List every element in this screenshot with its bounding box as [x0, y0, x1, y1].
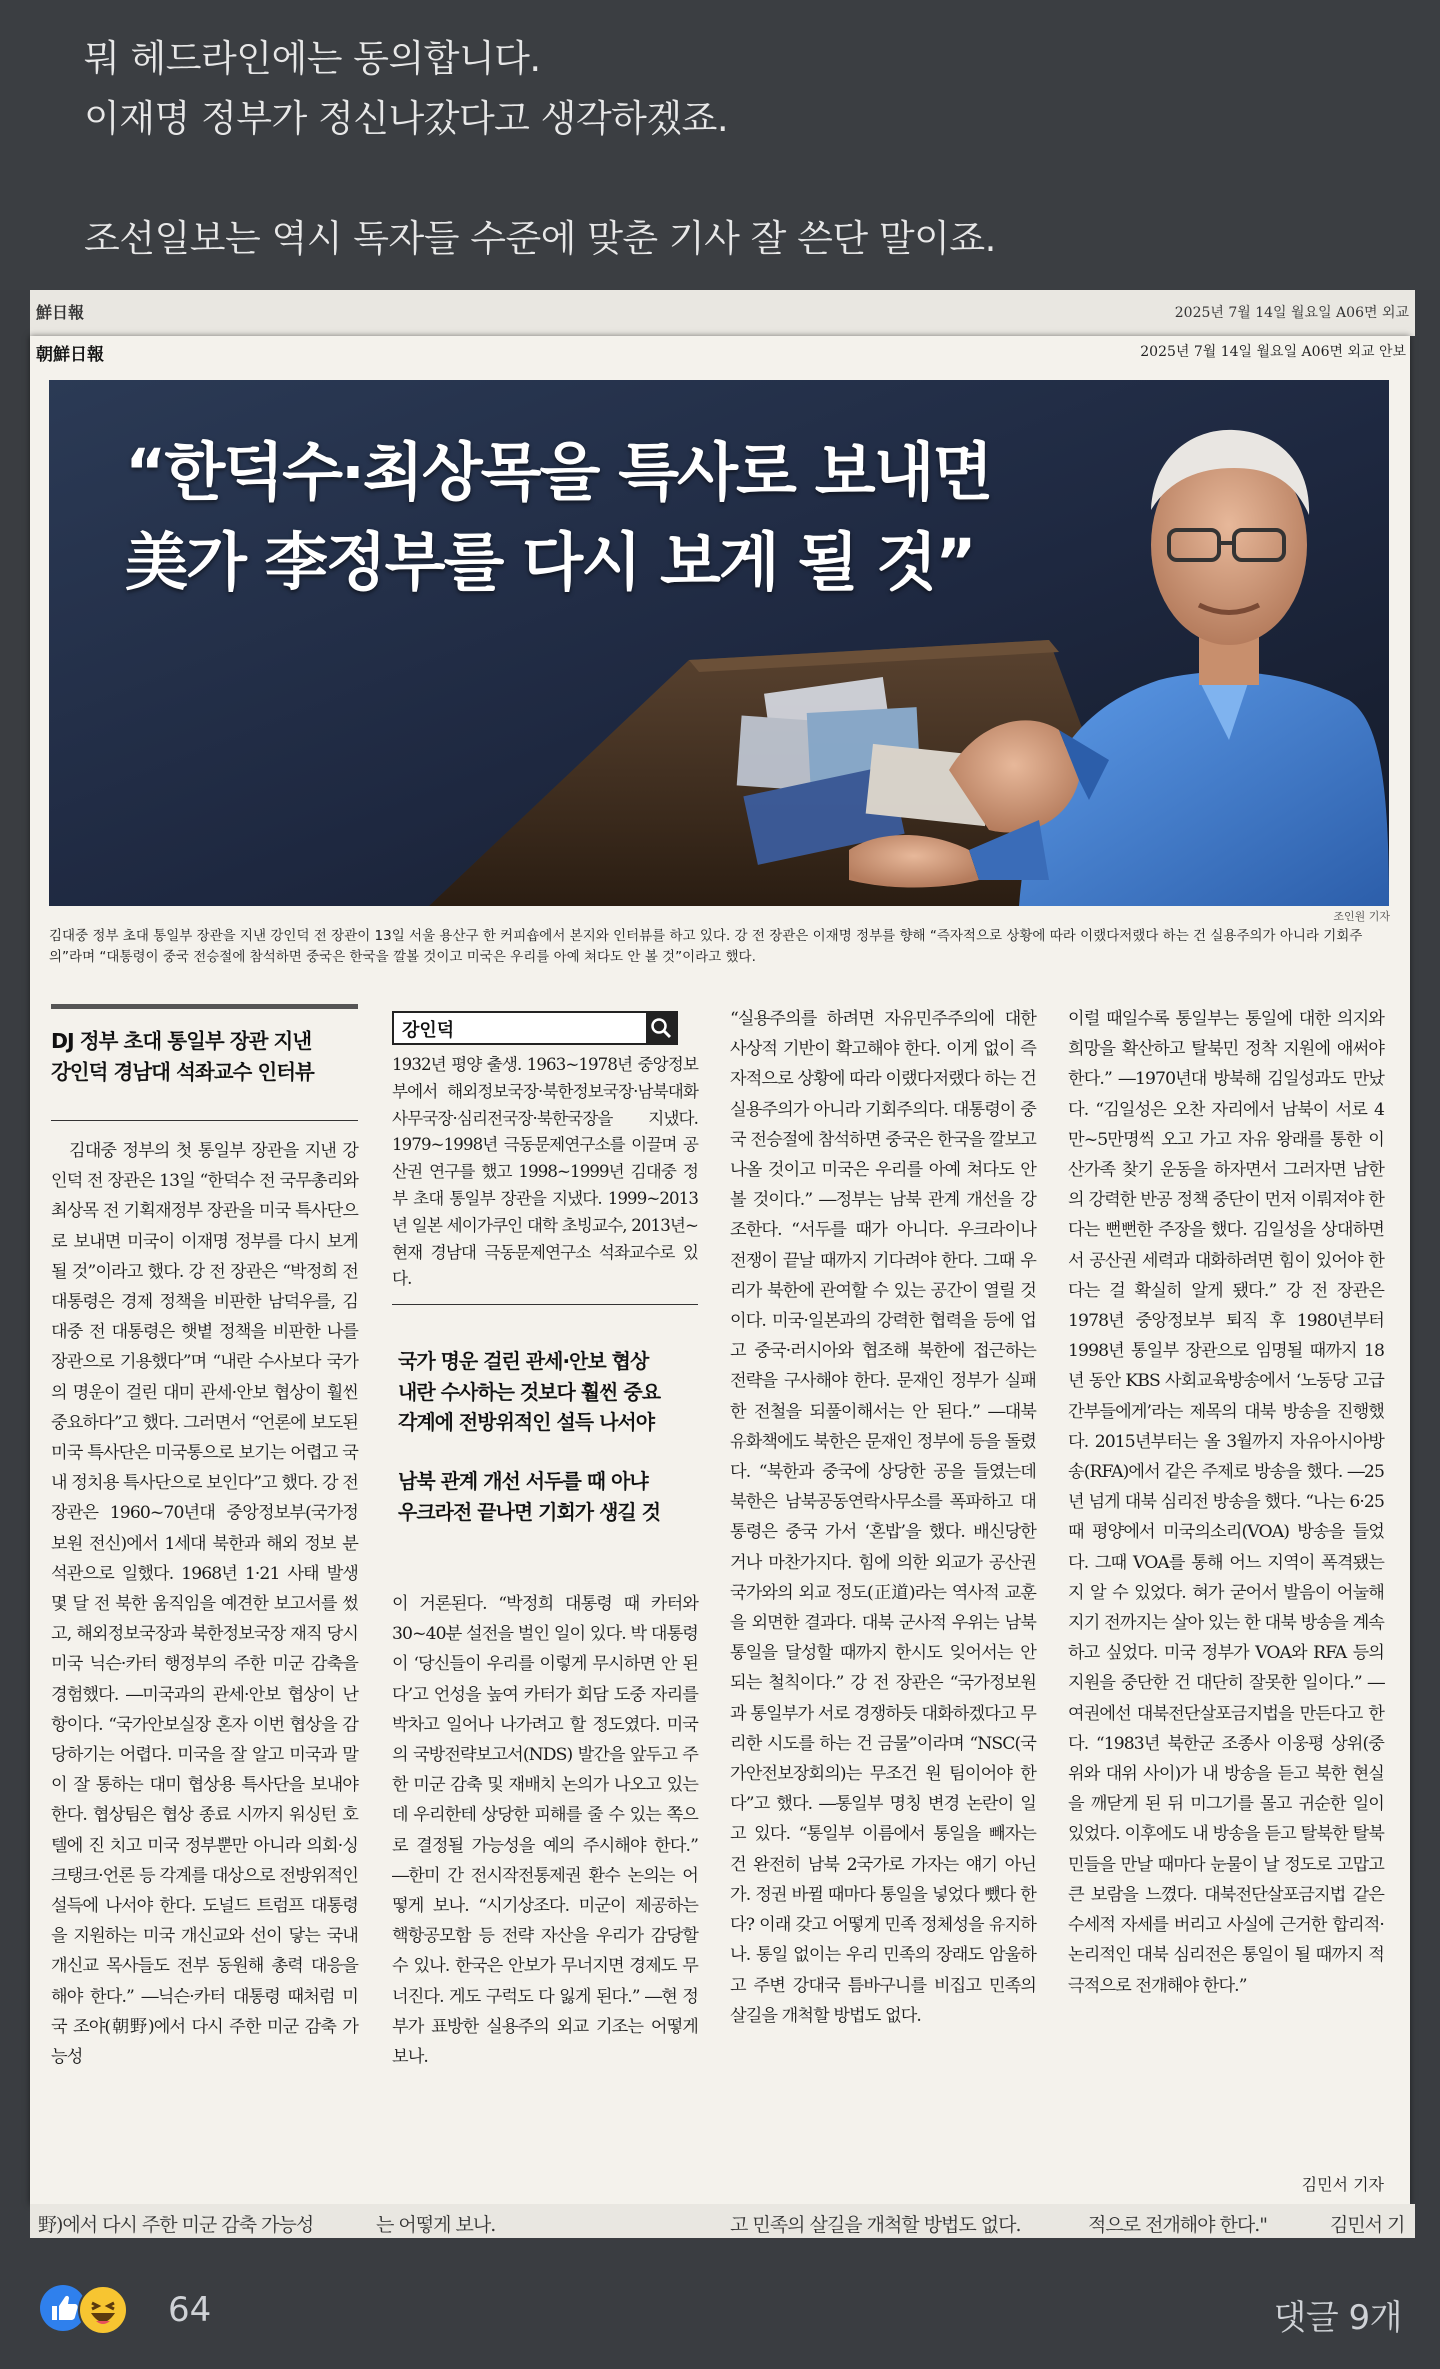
article-column-2: 이 거론된다. “박정희 대통령 때 카터와 30~40분 설전을 벌인 일이 있다. 박 대통령이 ‘당신들이 우리를 이렇게 무시하면 안 된다’고 언성을 높여 카터가 회담 도중 자리를 박차고 일어나 나가려고 할 정도였다. 미국의 국방전략보고서(NDS) 발간을 앞두고 주한 미군 감축 및 재배치 논의가 나오고 있는데 우리한테 상당한 피해를 줄 수 있는 쪽으로 결정될 가능성을 예의 주시해야 한다.” ―한미 간 전시작전통제권 환수 논의는 어떻게 보나. “시기상조다. 미군이 제공하는 핵항공모함 등 전략 자산을 우리가 감당할 수 있나. 한국은 안보가 무너지면 경제도 무너진다. 게도 구럭도 다 잃게 된다.” ―현 정부가 표방한 실용주의 외교 기조는 어떻게 보나. — [392, 1594, 698, 2068]
bg-bottom-col4: 적으로 전개해야 한다." — [1088, 2214, 1268, 2236]
pull-quote-2 — [398, 1466, 660, 1527]
pull-quote-1-line-2: 내란 수사하는 것보다 훨씬 중요 — [398, 1379, 661, 1404]
like-count[interactable]: 64 — [168, 2290, 212, 2330]
caption-line-3: 조선일보는 역시 독자들 수준에 맞춘 기사 잘 쓴단 말이죠. — [84, 217, 996, 260]
comment-count[interactable]: 댓글 9개 — [1273, 2298, 1402, 2338]
caption-line-1: 뭐 헤드라인에는 동의합니다. — [84, 37, 541, 80]
deck-bottom-rule — [51, 1120, 358, 1121]
pull-quote-1-line-3: 각계에 전방위적인 설득 나서야 — [398, 1410, 655, 1434]
article-deck — [51, 1026, 358, 1088]
newspaper-logo: 朝鮮日報 — [36, 345, 104, 365]
background-page-strip — [30, 290, 1415, 336]
deck-line-2: 강인덕 경남대 석좌교수 인터뷰 — [51, 1060, 314, 1084]
background-page-bottom-strip — [30, 2204, 1415, 2238]
hero-photo — [49, 380, 1389, 906]
bg-bottom-col1: 野)에서 다시 주한 미군 감축 가능성 — [38, 2214, 314, 2236]
bg-bottom-col4b: 김민서 기 — [1330, 2214, 1405, 2236]
profile-search-box[interactable] — [392, 1011, 678, 1045]
pull-quote-1 — [398, 1346, 660, 1438]
newspaper-clipping[interactable] — [30, 336, 1410, 2204]
headline-line-2: 美가 李정부를 다시 보게 될 것” — [125, 526, 975, 599]
caption-line-2: 이재명 정부가 정신나갔다고 생각하겠죠. — [84, 97, 729, 140]
byline: 김민서 기자 — [1301, 2175, 1384, 2194]
profile-name: 강인덕 — [402, 1020, 455, 1041]
bg-bottom-col3: 고 민족의 살길을 개척할 방법도 없다. — [730, 2214, 1021, 2236]
bg-bottom-col2: 는 어떻게 보나. — [376, 2214, 496, 2236]
post-caption — [0, 0, 1440, 290]
pull-quote-1-line-1: 국가 명운 걸린 관세·안보 협상 — [398, 1349, 649, 1373]
photo-caption: 김대중 정부 초대 통일부 장관을 지낸 강인덕 전 장관이 13일 서울 용산구 한 커피숍에서 본지와 인터뷰를 하고 있다. 강 전 장관은 이재명 정부를 향해 “즉자적으로 상황에 따라 이랬다저랬다 하는 건 실용주의가 아니라 기회주의”라며 “대통령이 중국 전승절에 참석하면 중국은 한국을 깔볼 것이고 미국은 우리를 아예 쳐다도 안 볼 것”이라고 했다. — [49, 928, 1363, 965]
headline — [125, 428, 991, 608]
deck-line-1: DJ 정부 초대 통일부 장관 지낸 — [51, 1029, 312, 1053]
article-column-1: 김대중 정부의 첫 통일부 장관을 지낸 강인덕 전 장관은 13일 “한덕수 전 국무총리와 최상목 전 기획재정부 장관을 미국 특사단으로 보내면 미국이 이재명 정부를 다시 보게 될 것”이라고 했다. 강 전 장관은 “박정희 전 대통령은 경제 정책을 비판한 남덕우를, 김대중 전 대통령은 햇볕 정책을 비판한 나를 장관으로 기용했다”며 “내란 수사보다 국가의 명운이 걸린 대미 관세·안보 협상이 훨씬 중요하다”고 했다. 그러면서 “언론에 보도된 미국 특사단은 미국통으로 보기는 어렵고 국내 정치용 특사단으로 보인다”고 했다. 강 전 장관은 1960~70년대 중앙정보부(국가정보원 전신)에서 1세대 북한과 해외 정보 분석관으로 일했다. 1968년 1·21 사태 발생 몇 달 전 북한 움직임을 예견한 보고서를 썼고, 해외정보국장과 북한정보국장 재직 당시 미국 닉슨·카터 행정부의 주한 미군 감축을 경험했다. ―미국과의 관세·안보 협상이 난항이다. “국가안보실장 혼자 이번 협상을 감당하기는 어렵다. 미국을 잘 알고 미국과 말이 잘 통하는 대미 협상용 특사단을 보내야 한다. 협상팀은 협상 종료 시까지 워싱턴 호텔에 진 치고 미국 정부뿐만 아니라 의회·싱크탱크·언론 등 각계를 대상으로 전방위적인 설득에 나서야 한다. 도널드 트럼프 대통령을 지원하는 미국 개신교와 선이 닿는 국내 개신교 목사들도 전부 동원해 총력 대응을 해야 한다.” ―닉슨·카터 대통령 때처럼 미국 조야(朝野)에서 다시 주한 미군 감축 가능성 — [51, 1141, 358, 2068]
pull-quote-2-line-2: 우크라전 끝나면 기회가 생길 것 — [398, 1499, 661, 1524]
haha-icon[interactable] — [78, 2285, 128, 2335]
article-column-4: 이럴 때일수록 통일부는 통일에 대한 의지와 희망을 확산하고 탈북민 정착 지원에 애써야 한다.” ―1970년대 방북해 김일성과도 만났다. “김일성은 오찬 자리에서 남북이 서로 4만~5만명씩 오고 가고 자유 왕래를 통한 이산가족 찾기 운동을 하자면서 그러자면 남한의 강력한 반공 정책 중단이 먼저 이뤄져야 한다는 뻔뻔한 주장을 했다. 김일성을 상대하면서 공산권 세력과 대화하려면 힘이 있어야 한다는 걸 확실히 알게 됐다.” 강 전 장관은 1978년 중앙정보부 퇴직 후 1980년부터 1998년 통일부 장관으로 임명될 때까지 18년 동안 KBS 사회교육방송에서 ‘노동당 고급 간부들에게’라는 제목의 대북 방송을 진행했다. 2015년부터는 올 3월까지 자유아시아방송(RFA)에서 같은 주제로 방송을 했다. ―25년 넘게 대북 심리전 방송을 했다. “나는 6·25 때 평양에서 미국의소리(VOA) 방송을 들었다. 그때 VOA를 통해 어느 지역이 폭격됐는지 알 수 있었다. 혀가 굳어서 발음이 어눌해지기 전까지는 살아 있는 한 대북 방송을 계속하고 싶었다. 미국 정부가 VOA와 RFA 등의 지원을 중단한 건 대단히 잘못한 일이다.” ―여권에선 대북전단살포금지법을 만든다고 한다. “1983년 북한군 조종사 이웅평 상위(중위와 대위 사이)가 내 방송을 듣고 북한 현실을 깨닫게 된 뒤 미그기를 몰고 귀순한 일이 있었다. 이후에도 내 방송을 듣고 탈북한 탈북민들을 만날 때마다 눈물이 날 정도로 고맙고 큰 보람을 느꼈다. 대북전단살포금지법 같은 수세적 자세를 버리고 사실에 근거한 합리적·논리적인 대북 심리전은 통일이 될 때까지 적극적으로 전개해야 한다.” — [1068, 1009, 1384, 1996]
profile-text: 1932년 평양 출생. 1963~1978년 중앙정보부에서 해외정보국장·북한정보국장·남북대화사무국장·심리전국장·북한국장을 지냈다. 1979~1998년 극동문제연구소를 이끌며 공산권 연구를 했고 1998~1999년 김대중 정부 초대 통일부 장관을 지냈다. 1999~2013년 일본 세이가쿠인 대학 초빙교수, 2013년~현재 경남대 극동문제연구소 석좌교수로 있다. — [392, 1055, 698, 1289]
background-logo: 鮮日報 — [36, 303, 85, 322]
deck-top-rule — [51, 1004, 358, 1009]
newspaper-date: 2025년 7월 14일 월요일 A06면 외교 안보 — [1140, 344, 1406, 360]
search-icon[interactable] — [646, 1013, 676, 1043]
pull-quote-rule — [392, 1304, 698, 1305]
background-date: 2025년 7월 14일 월요일 A06면 외교 — [1174, 305, 1409, 321]
pull-quote-2-line-1: 남북 관계 개선 서두를 때 아냐 — [398, 1469, 648, 1493]
headline-line-1: “한덕수·최상목을 특사로 보내면 — [125, 436, 992, 509]
article-column-3: “실용주의를 하려면 자유민주주의에 대한 사상적 기반이 확고해야 한다. 이게 없이 즉자적으로 상황에 따라 이랬다저랬다 하는 건 실용주의가 아니라 기회주의다. 대통령이 중국 전승절에 참석하면 중국은 한국을 깔보고 나올 것이고 미국은 우리를 아예 쳐다도 안 볼 것이다.” ―정부는 남북 관계 개선을 강조한다. “서두를 때가 아니다. 우크라이나 전쟁이 끝날 때까지 기다려야 한다. 그때 우리가 북한에 관여할 수 있는 공간이 열릴 것이다. 미국·일본과의 강력한 협력을 등에 업고 중국·러시아와 협조해 북한에 접근하는 전략을 구사해야 한다. 문재인 정부가 실패한 전철을 되풀이해서는 안 된다.” ―대북 유화책에도 북한은 문재인 정부에 등을 돌렸다. “북한과 중국에 상당한 공을 들였는데 북한은 남북공동연락사무소를 폭파하고 대통령은 중국 가서 ‘혼밥’을 했다. 배신당한 거나 마찬가지다. 힘에 의한 외교가 공산권 국가와의 외교 정도(正道)라는 역사적 교훈을 외면한 결과다. 대북 군사적 우위는 남북 통일을 달성할 때까지 한시도 잊어서는 안 되는 철칙이다.” 강 전 장관은 “국가정보원과 통일부가 서로 경쟁하듯 대화하겠다고 무리한 시도를 하는 건 금물”이라며 “NSC(국가안전보장회의)는 무조건 원 팀이어야 한다”고 했다. ―통일부 명칭 변경 논란이 일고 있다. “통일부 이름에서 통일을 빼자는 건 완전히 남북 2국가로 가자는 얘기 아닌가. 정권 바뀔 때마다 통일을 넣었다 뺐다 한다? 이래 갖고 어떻게 민족 정체성을 유지하나. 통일 없이는 우리 민족의 장래도 암울하고 주변 강대국 틈바구니를 비집고 민족의 살길을 개척할 방법도 없다. — [730, 1009, 1036, 2026]
photo-credit: 조인원 기자 — [1333, 910, 1390, 923]
